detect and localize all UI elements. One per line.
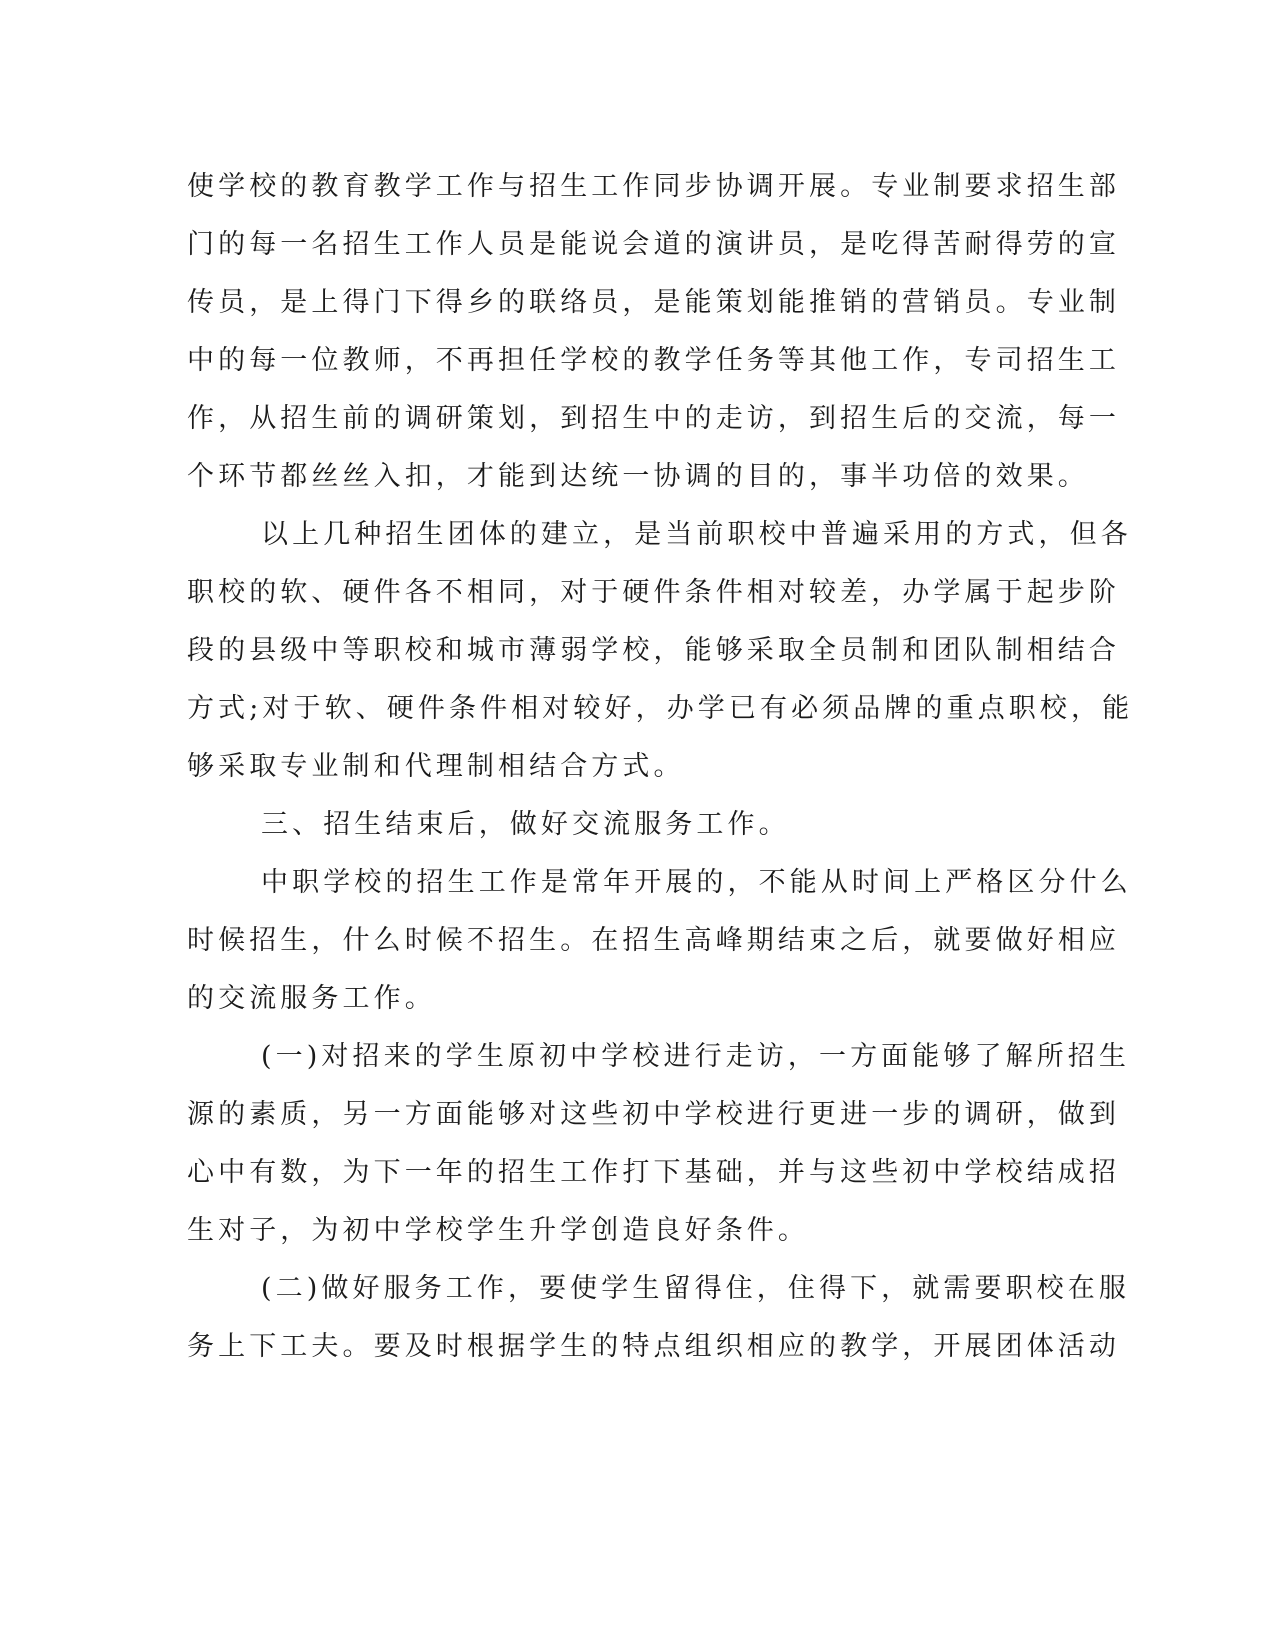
paragraph-line: 够采取专业制和代理制相结合方式。 [187,751,685,782]
paragraph-line: 职校的软、硬件各不相同，对于硬件条件相对较差，办学属于起步阶 [187,577,1120,608]
paragraph-line: 方式;对于软、硬件条件相对较好，办学已有必须品牌的重点职校，能 [187,693,1134,724]
paragraph-line: 段的县级中等职校和城市薄弱学校，能够采取全员制和团队制相结合 [187,635,1120,666]
paragraph-first-line: (二)做好服务工作，要使学生留得住，住得下，就需要职校在服 [261,1273,1130,1304]
paragraph-line: 传员，是上得门下得乡的联络员，是能策划能推销的营销员。专业制 [187,287,1120,318]
paragraph-line: 使学校的教育教学工作与招生工作同步协调开展。专业制要求招生部 [187,171,1120,202]
section-heading: 三、招生结束后，做好交流服务工作。 [261,809,790,840]
paragraph-first-line: 以上几种招生团体的建立，是当前职校中普遍采用的方式，但各 [261,519,1132,550]
paragraph-line: 门的每一名招生工作人员是能说会道的演讲员，是吃得苦耐得劳的宣 [187,229,1120,260]
paragraph-line: 心中有数，为下一年的招生工作打下基础，并与这些初中学校结成招 [187,1157,1120,1188]
paragraph-first-line: 中职学校的招生工作是常年开展的，不能从时间上严格区分什么 [261,867,1132,898]
paragraph-line: 个环节都丝丝入扣，才能到达统一协调的目的，事半功倍的效果。 [187,461,1089,492]
paragraph-line: 作，从招生前的调研策划，到招生中的走访，到招生后的交流，每一 [187,403,1120,434]
paragraph-first-line: (一)对招来的学生原初中学校进行走访，一方面能够了解所招生 [261,1041,1130,1072]
paragraph-line: 中的每一位教师，不再担任学校的教学任务等其他工作，专司招生工 [187,345,1120,376]
paragraph-line: 时候招生，什么时候不招生。在招生高峰期结束之后，就要做好相应 [187,925,1120,956]
paragraph-line: 生对子，为初中学校学生升学创造良好条件。 [187,1215,809,1246]
paragraph-line: 务上下工夫。要及时根据学生的特点组织相应的教学，开展团体活动 [187,1331,1120,1362]
paragraph-line: 源的素质，另一方面能够对这些初中学校进行更进一步的调研，做到 [187,1099,1120,1130]
paragraph-line: 的交流服务工作。 [187,983,436,1014]
